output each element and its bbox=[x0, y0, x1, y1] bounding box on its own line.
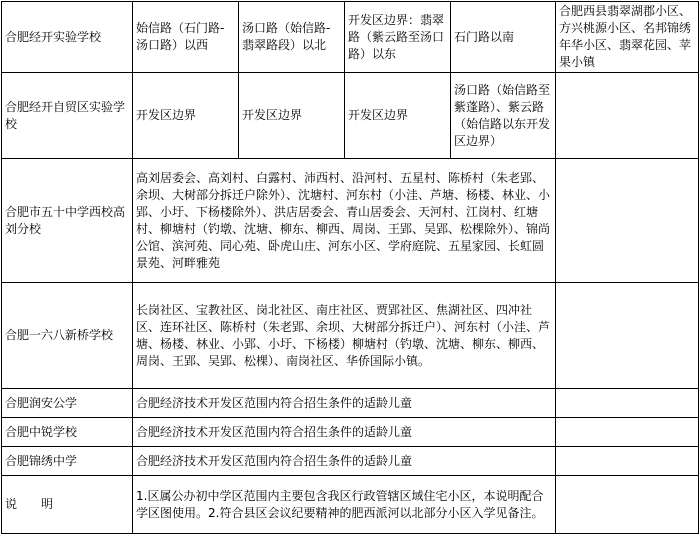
table-row bbox=[2, 389, 699, 418]
table-row bbox=[2, 159, 699, 283]
boundary-north: 汤口路（始信路至紫蓬路）、紫云路（始信路以东开发区边界） bbox=[451, 73, 556, 159]
extra-communities bbox=[556, 389, 699, 418]
boundary-west: 开发区边界 bbox=[345, 73, 451, 159]
table-row bbox=[2, 418, 699, 447]
extra-communities bbox=[556, 73, 699, 159]
school-name: 合肥一六八新桥学校 bbox=[2, 283, 133, 389]
school-district-table bbox=[1, 1, 699, 534]
district-area: 合肥经济技术开发区范围内符合招生条件的适龄儿童 bbox=[133, 418, 556, 447]
school-name: 合肥经开实验学校 bbox=[2, 2, 133, 73]
school-name: 合肥中锐学校 bbox=[2, 418, 133, 447]
table-row bbox=[2, 2, 699, 73]
district-area: 合肥经济技术开发区范围内符合招生条件的适龄儿童 bbox=[133, 447, 556, 476]
table-row bbox=[2, 283, 699, 389]
extra-communities: 合肥西县翡翠湖郡小区、方兴桃源小区、名邦锦绣年华小区、翡翠花园、苹果小镇 bbox=[556, 2, 699, 73]
table-row bbox=[2, 73, 699, 159]
district-area: 高刘居委会、高刘村、白露村、沛西村、沿河村、五星村、陈桥村（朱老郢、余坝、大树部分拆迁户除外）、沈塘村、河东村（小洼、芦塘、杨楼、林业、小郢、小圩、下杨楼除外）、洪店居委会、青山居委会、天河村、江岗村、红塘村、柳塘村（钓墩、沈塘、柳东、柳西、周岗、王郢、吴郢、松棵除外）、锦尚公馆、滨河苑、同心苑、卧虎山庄、河东小区、学府庭院、五星家园、长虹圆景苑、河畔雅苑 bbox=[133, 159, 556, 283]
extra-communities bbox=[556, 447, 699, 476]
school-name: 合肥市五十中学西校高刘分校 bbox=[2, 159, 133, 283]
extra-communities bbox=[556, 283, 699, 389]
boundary-north: 石门路以南 bbox=[451, 2, 556, 73]
boundary-south: 汤口路（始信路-翡翠路段）以北 bbox=[239, 2, 345, 73]
boundary-east: 开发区边界 bbox=[133, 73, 239, 159]
note-text: 1.区属公办初中学区范围内主要包含我区行政管辖区域住宅小区，本说明配合学区图使用。2.符合县区会议纪要精神的肥西派河以北部分小区入学见备注。 bbox=[133, 476, 556, 534]
note-extra bbox=[556, 476, 699, 534]
boundary-west: 开发区边界：翡翠路（紫云路至汤口路）以东 bbox=[345, 2, 451, 73]
school-name: 合肥润安公学 bbox=[2, 389, 133, 418]
note-row bbox=[2, 476, 699, 534]
boundary-east: 始信路（石门路-汤口路）以西 bbox=[133, 2, 239, 73]
district-area: 合肥经济技术开发区范围内符合招生条件的适龄儿童 bbox=[133, 389, 556, 418]
extra-communities bbox=[556, 159, 699, 283]
extra-communities bbox=[556, 418, 699, 447]
school-name: 合肥经开自贸区实验学校 bbox=[2, 73, 133, 159]
table-row bbox=[2, 447, 699, 476]
note-label: 说 明 bbox=[2, 476, 133, 534]
district-area: 长岗社区、宝教社区、岗北社区、南庄社区、贾郢社区、焦湖社区、四冲社区、连环社区、陈桥村（朱老郢、余坝、大树部分拆迁户）、河东村（小洼、芦塘、杨楼、林业、小郢、小圩、下杨楼）柳塘村（钓墩、沈塘、柳东、柳西、周岗、王郢、吴郢、松棵）、南岗社区、华侨国际小镇。 bbox=[133, 283, 556, 389]
school-name: 合肥锦绣中学 bbox=[2, 447, 133, 476]
boundary-south: 开发区边界 bbox=[239, 73, 345, 159]
